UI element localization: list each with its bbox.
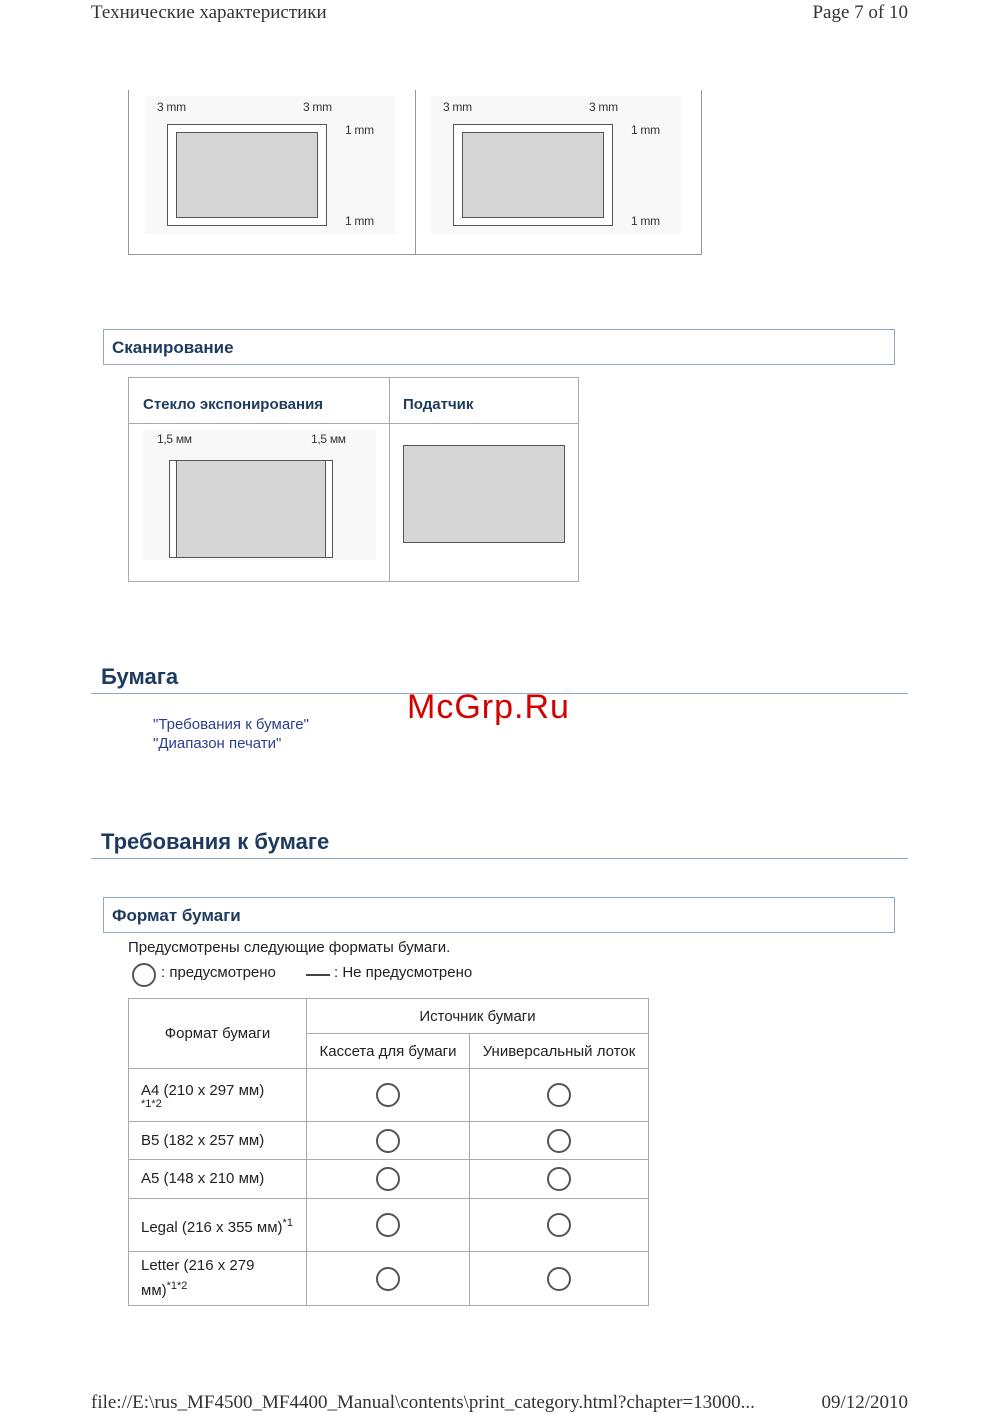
page-header-title: Технические характеристики — [91, 2, 327, 23]
margin-label-top: 1 mm — [345, 123, 374, 137]
format-name: Legal (216 x 355 мм) — [141, 1218, 283, 1236]
section-title: Формат бумаги — [112, 906, 241, 925]
heading-underline — [91, 858, 908, 859]
paper-format-table — [128, 998, 649, 1306]
supported-circle-icon — [376, 1167, 400, 1191]
printable-area — [176, 132, 318, 218]
margin-label-top: 1 mm — [631, 123, 660, 137]
dash-icon — [306, 974, 330, 976]
cassette-support-cell — [307, 1160, 470, 1199]
cassette-support-cell — [307, 1069, 470, 1122]
print-area-diagram-right — [431, 96, 681, 234]
col-header-source: Источник бумаги — [307, 999, 649, 1034]
supported-circle-icon — [132, 963, 156, 987]
supported-circle-icon — [547, 1083, 571, 1107]
cassette-support-cell — [307, 1199, 470, 1252]
footnote-ref: *1*2 — [141, 1098, 162, 1110]
format-cell — [129, 1069, 307, 1122]
section-bar-paper-format — [103, 897, 895, 933]
watermark: McGrp.Ru — [407, 688, 570, 726]
margin-label-right: 3 mm — [589, 100, 618, 114]
scan-area-table — [128, 377, 579, 582]
format-cell — [129, 1199, 307, 1252]
margin-label-right: 1,5 мм — [311, 432, 346, 446]
margin-label-left: 1,5 мм — [157, 432, 192, 446]
table-row — [129, 1199, 649, 1252]
margin-label-left: 3 mm — [157, 100, 186, 114]
format-name: Letter (216 x 279 мм) — [141, 1257, 255, 1299]
footnote-ref: *1*2 — [166, 1280, 188, 1292]
col-header-glass: Стекло экспонирования — [143, 396, 324, 413]
margin-label-bottom: 1 mm — [345, 214, 374, 228]
legend-supported: : предусмотрено — [161, 964, 276, 981]
col-header-feeder: Податчик — [403, 396, 474, 413]
section-bar-scanning — [103, 329, 895, 365]
format-name: B5 (182 x 257 мм) — [141, 1131, 265, 1149]
table-row — [129, 1160, 649, 1199]
margin-label-right: 3 mm — [303, 100, 332, 114]
page-number: Page 7 of 10 — [812, 2, 908, 23]
supported-circle-icon — [376, 1213, 400, 1237]
format-name: A4 (210 x 297 мм) — [141, 1082, 265, 1099]
legend-not-supported: : Не предусмотрено — [334, 964, 473, 981]
col-header-format: Формат бумаги — [129, 999, 307, 1069]
cassette-support-cell — [307, 1122, 470, 1160]
glass-diagram — [143, 430, 376, 560]
supported-circle-icon — [376, 1129, 400, 1153]
printable-area — [462, 132, 604, 218]
heading-paper-requirements: Требования к бумаге — [101, 829, 330, 854]
intro-text: Предусмотрены следующие форматы бумаги. — [128, 939, 451, 956]
supported-circle-icon — [547, 1167, 571, 1191]
table-row — [129, 1069, 649, 1122]
format-name: A5 (148 x 210 мм) — [141, 1170, 265, 1187]
link-print-range[interactable]: "Диапазон печати" — [153, 735, 282, 752]
footer-date: 09/12/2010 — [821, 1392, 908, 1413]
section-title: Сканирование — [112, 338, 234, 357]
supported-circle-icon — [376, 1083, 400, 1107]
format-cell — [129, 1122, 307, 1160]
footer-file-path: file://E:\rus_MF4500_MF4400_Manual\contents\print_category.html?chapter=13000... — [91, 1392, 755, 1413]
tray-support-cell — [470, 1122, 649, 1160]
tray-support-cell — [470, 1252, 649, 1306]
supported-circle-icon — [547, 1213, 571, 1237]
supported-circle-icon — [376, 1267, 400, 1291]
supported-circle-icon — [547, 1267, 571, 1291]
margin-label-left: 3 mm — [443, 100, 472, 114]
print-area-diagram-left — [145, 96, 395, 234]
table-row — [129, 1122, 649, 1160]
table-row — [129, 1252, 649, 1306]
cassette-support-cell — [307, 1252, 470, 1306]
heading-paper: Бумага — [101, 664, 179, 689]
feeder-diagram — [403, 445, 565, 543]
tray-support-cell — [470, 1069, 649, 1122]
tray-support-cell — [470, 1160, 649, 1199]
col-header-tray: Универсальный лоток — [470, 1034, 649, 1069]
link-paper-requirements[interactable]: "Требования к бумаге" — [153, 716, 309, 733]
tray-support-cell — [470, 1199, 649, 1252]
margin-label-bottom: 1 mm — [631, 214, 660, 228]
supported-circle-icon — [547, 1129, 571, 1153]
format-cell — [129, 1160, 307, 1199]
scannable-area — [176, 460, 326, 558]
footnote-ref: *1 — [282, 1216, 293, 1229]
format-cell — [129, 1252, 307, 1306]
col-header-cassette: Кассета для бумаги — [307, 1034, 470, 1069]
